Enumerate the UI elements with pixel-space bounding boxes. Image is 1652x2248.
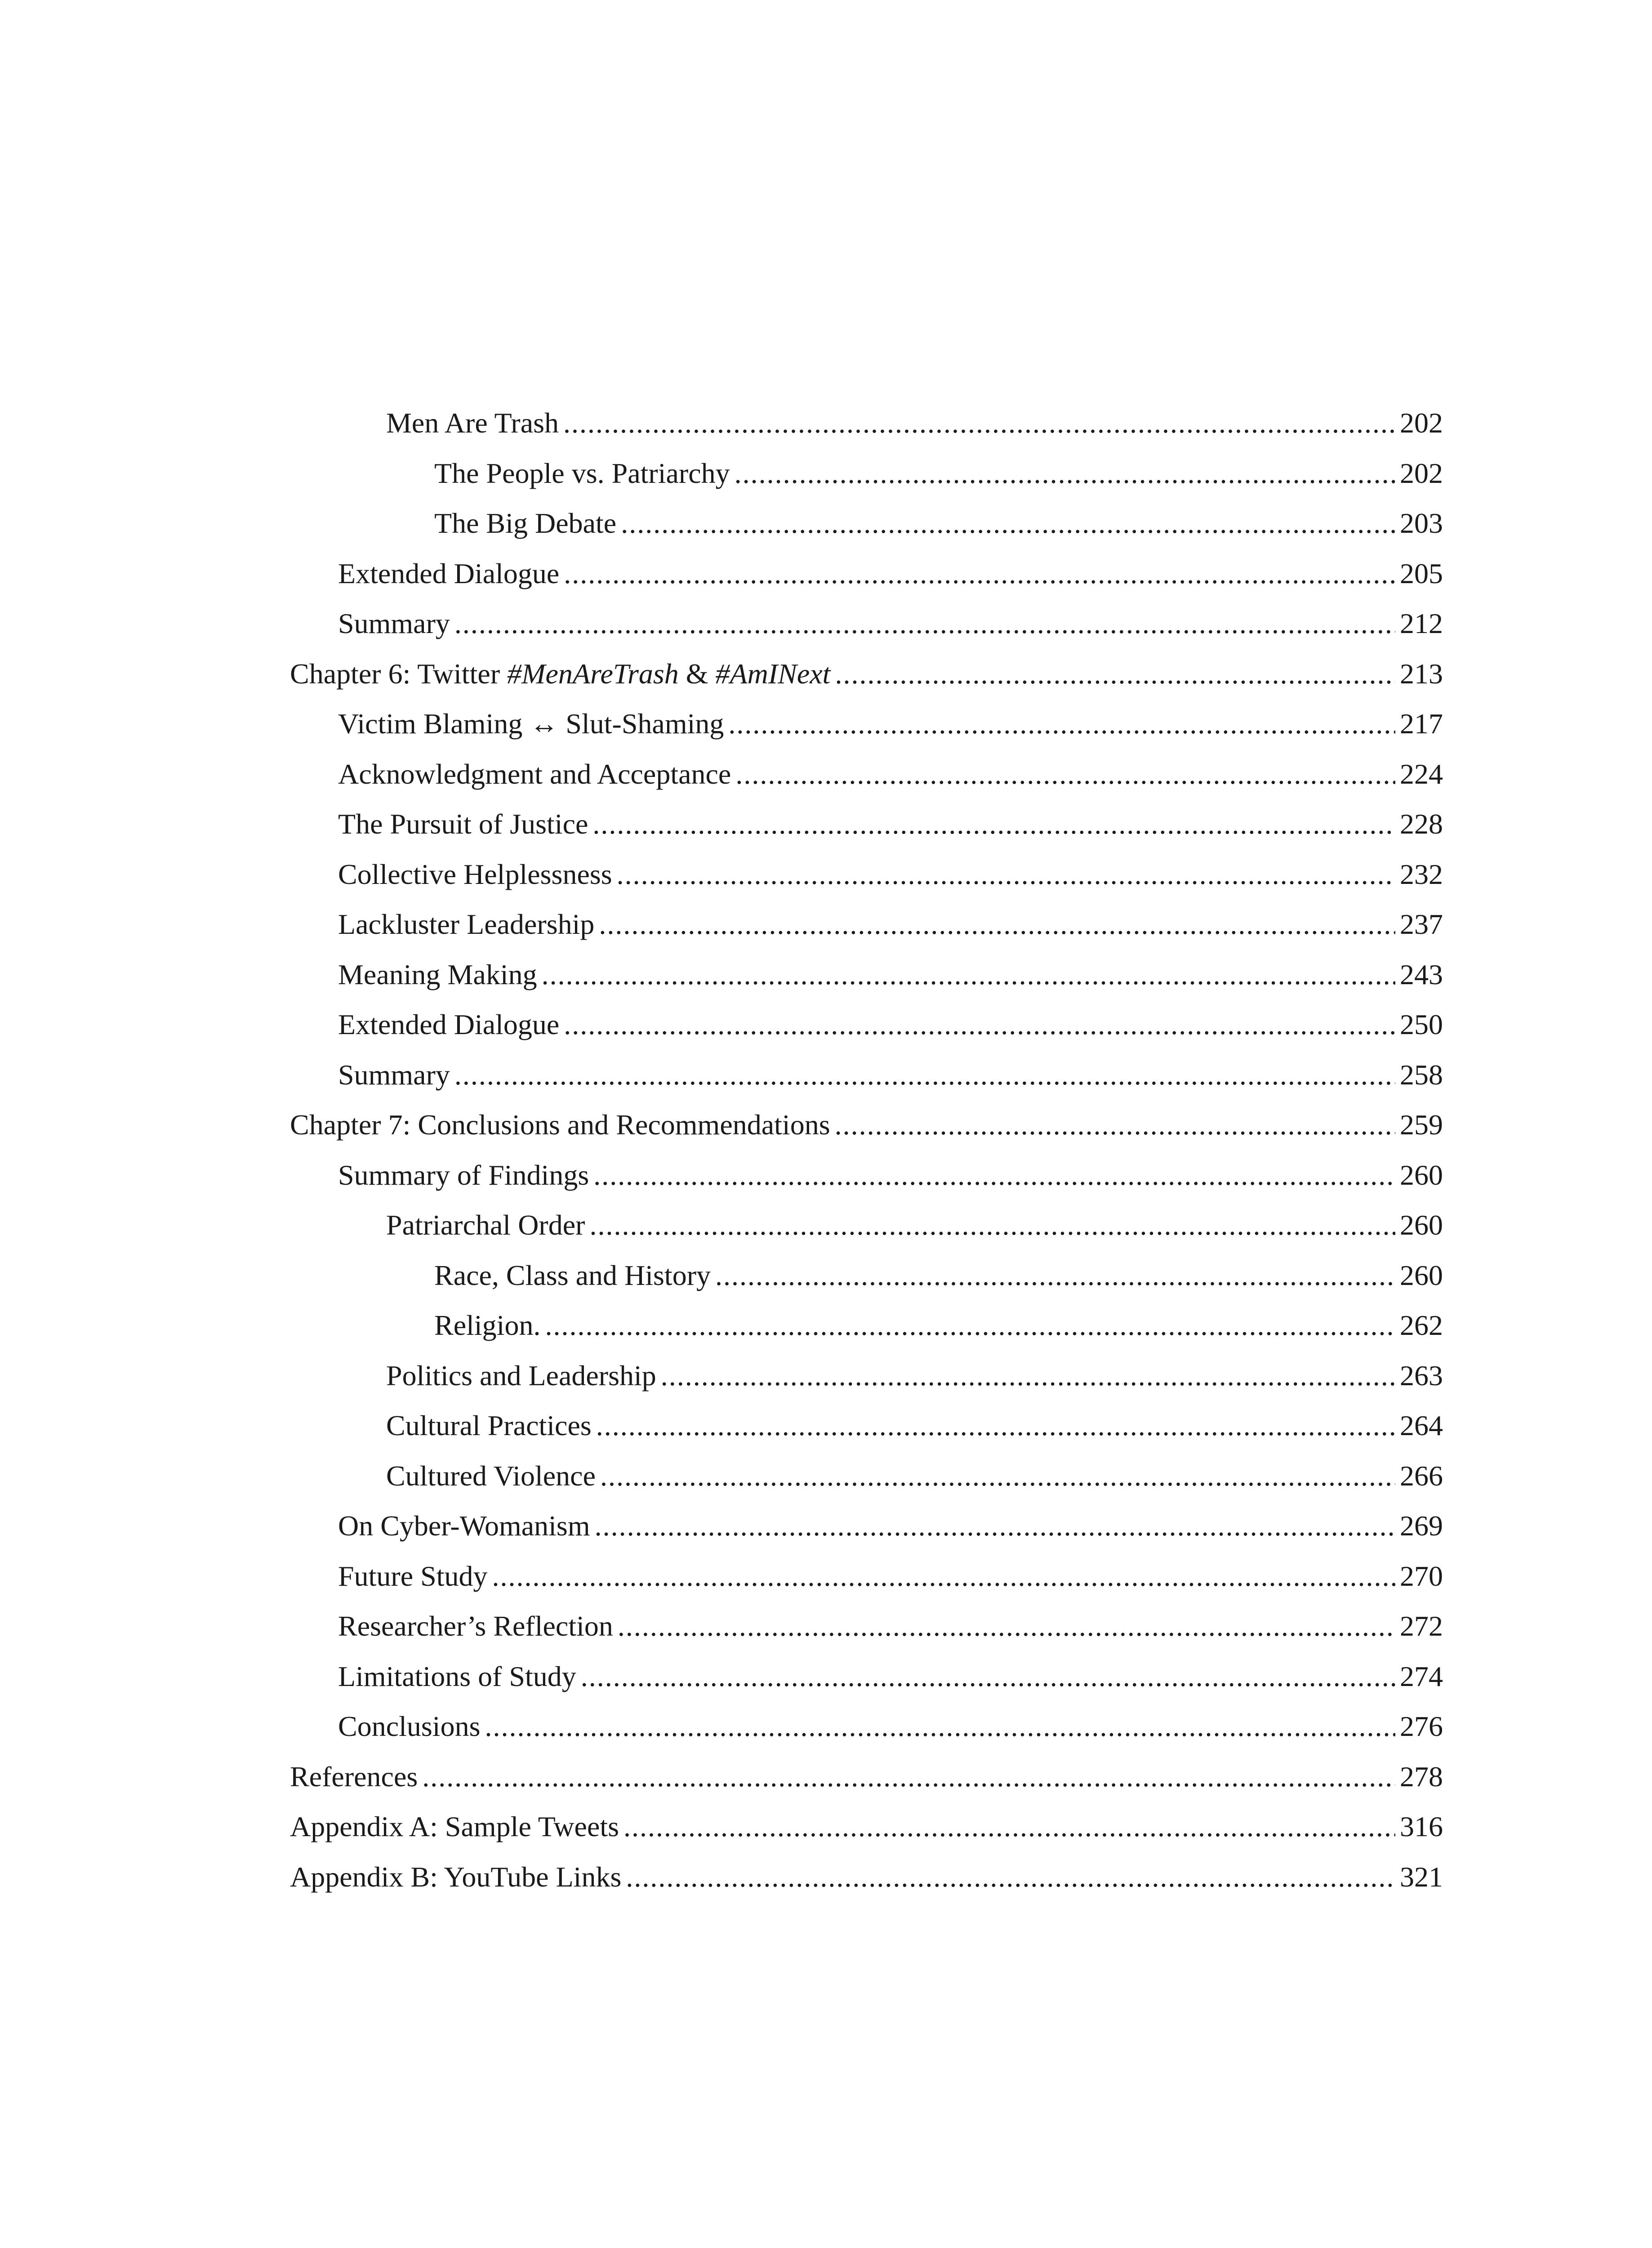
toc-page-number: 228	[1400, 808, 1443, 840]
dot-leader	[563, 398, 1395, 448]
toc-entry	[290, 1150, 1443, 1200]
dot-leader	[661, 1351, 1395, 1401]
dot-leader	[728, 699, 1395, 749]
toc-entry	[290, 849, 1443, 900]
toc-entry	[290, 1351, 1443, 1401]
toc-page-number: 264	[1400, 1409, 1443, 1441]
toc-page-number: 276	[1400, 1710, 1443, 1742]
toc-entry	[290, 1100, 1443, 1150]
toc-entry-title: Appendix B: YouTube Links	[290, 1860, 622, 1893]
toc-entry	[290, 1752, 1443, 1802]
toc-entry-title: Extended Dialogue	[338, 557, 560, 589]
dot-leader	[542, 950, 1395, 1000]
toc-entry-title: Politics and Leadership	[386, 1359, 656, 1392]
dot-leader	[492, 1551, 1395, 1601]
toc-page-number: 212	[1400, 607, 1443, 639]
toc-page-number: 237	[1400, 908, 1443, 940]
toc-entry	[290, 1300, 1443, 1351]
toc-page-number: 243	[1400, 958, 1443, 990]
dot-leader	[623, 1802, 1395, 1852]
toc-entry-title	[290, 649, 835, 699]
toc-entry-title: Cultured Violence	[386, 1459, 596, 1492]
dot-leader	[835, 1100, 1395, 1150]
toc-entry	[290, 1701, 1443, 1752]
toc-page-number: 258	[1400, 1058, 1443, 1091]
toc-entry-title: Meaning Making	[338, 958, 537, 990]
toc-entry	[290, 1852, 1443, 1902]
toc-entry-title: Lackluster Leadership	[338, 908, 595, 940]
toc-entry	[290, 950, 1443, 1000]
dot-leader	[581, 1651, 1395, 1702]
toc-entry	[290, 549, 1443, 599]
toc-entry	[290, 1250, 1443, 1301]
toc-entry-title: Researcher’s Reflection	[338, 1610, 613, 1642]
dot-leader	[454, 1050, 1395, 1100]
dot-leader	[545, 1300, 1395, 1351]
dot-leader	[735, 448, 1395, 499]
toc-entry-title: Limitations of Study	[338, 1660, 576, 1692]
toc-page-number: 262	[1400, 1309, 1443, 1341]
toc-page-number: 260	[1400, 1259, 1443, 1291]
toc-entry-title: Race, Class and History	[434, 1259, 711, 1291]
toc-entry-title: The Big Debate	[434, 507, 617, 539]
dot-leader	[618, 1601, 1395, 1651]
toc-entry	[290, 1050, 1443, 1100]
toc-page-number: 224	[1400, 758, 1443, 790]
dot-leader	[617, 849, 1395, 900]
toc-page-number: 232	[1400, 858, 1443, 890]
toc-entry-title: The Pursuit of Justice	[338, 808, 588, 840]
toc-page-number: 202	[1400, 407, 1443, 439]
toc-entry-title: References	[290, 1760, 418, 1793]
dot-leader	[485, 1701, 1395, 1752]
toc-entry	[290, 598, 1443, 649]
dot-leader	[454, 598, 1395, 649]
toc-entry	[290, 1401, 1443, 1451]
dot-leader	[422, 1752, 1395, 1802]
toc-title-italic-part: #MenAreTrash	[507, 657, 679, 690]
dot-leader	[589, 1200, 1395, 1250]
toc-entry-title: The People vs. Patriarchy	[434, 457, 730, 489]
dot-leader	[715, 1250, 1395, 1301]
dot-leader	[835, 649, 1395, 699]
toc-entry	[290, 749, 1443, 799]
table-of-contents	[290, 398, 1443, 1902]
dot-leader	[592, 799, 1395, 849]
dot-leader	[735, 749, 1395, 799]
toc-entry	[290, 899, 1443, 950]
toc-entry-title: Conclusions	[338, 1710, 481, 1742]
toc-entry	[290, 398, 1443, 448]
toc-page-number: 260	[1400, 1209, 1443, 1241]
toc-page-number: 259	[1400, 1109, 1443, 1141]
toc-title-italic-part: #AmINext	[715, 657, 831, 690]
toc-entry-title: Patriarchal Order	[386, 1209, 585, 1241]
toc-page-number: 202	[1400, 457, 1443, 489]
toc-page-number: 278	[1400, 1760, 1443, 1793]
toc-page-number: 250	[1400, 1008, 1443, 1040]
toc-entry	[290, 1501, 1443, 1551]
toc-entry	[290, 1651, 1443, 1702]
toc-entry	[290, 448, 1443, 499]
toc-page-number: 205	[1400, 557, 1443, 589]
toc-entry-title: Victim Blaming ↔ Slut-Shaming	[338, 708, 724, 740]
toc-entry-title: Extended Dialogue	[338, 1008, 560, 1040]
toc-entry-title: Religion.	[434, 1309, 541, 1341]
toc-entry-title: Chapter 7: Conclusions and Recommendations	[290, 1109, 830, 1141]
dot-leader	[599, 899, 1395, 950]
dot-leader	[564, 999, 1395, 1050]
toc-entry	[290, 1601, 1443, 1651]
toc-entry-title: On Cyber-Womanism	[338, 1510, 590, 1542]
toc-page-number: 213	[1400, 657, 1443, 690]
toc-page-number: 217	[1400, 708, 1443, 740]
toc-page-number: 274	[1400, 1660, 1443, 1692]
toc-entry	[290, 799, 1443, 849]
toc-page-number: 321	[1400, 1860, 1443, 1893]
toc-entry	[290, 498, 1443, 549]
dot-leader	[593, 1150, 1395, 1200]
toc-entry	[290, 649, 1443, 699]
toc-entry-title: Summary	[338, 607, 450, 639]
toc-entry-title: Acknowledgment and Acceptance	[338, 758, 731, 790]
toc-entry	[290, 999, 1443, 1050]
toc-page-number: 266	[1400, 1459, 1443, 1492]
dot-leader	[621, 498, 1395, 549]
toc-entry-title: Cultural Practices	[386, 1409, 592, 1441]
dot-leader	[600, 1451, 1395, 1501]
dot-leader	[626, 1852, 1395, 1902]
toc-entry-title: Collective Helplessness	[338, 858, 612, 890]
toc-entry-title: Men Are Trash	[386, 407, 559, 439]
toc-page-number: 270	[1400, 1560, 1443, 1592]
toc-entry	[290, 699, 1443, 749]
toc-title-part: &	[678, 657, 716, 690]
dot-leader	[596, 1401, 1395, 1451]
toc-entry	[290, 1451, 1443, 1501]
dot-leader	[595, 1501, 1395, 1551]
toc-entry	[290, 1200, 1443, 1250]
toc-entry	[290, 1802, 1443, 1852]
toc-page-number: 263	[1400, 1359, 1443, 1392]
toc-page-number: 203	[1400, 507, 1443, 539]
toc-page-number: 269	[1400, 1510, 1443, 1542]
toc-entry	[290, 1551, 1443, 1601]
toc-page-number: 260	[1400, 1159, 1443, 1191]
toc-entry-title: Summary of Findings	[338, 1159, 589, 1191]
toc-entry-title: Appendix A: Sample Tweets	[290, 1811, 619, 1842]
toc-entry-title: Future Study	[338, 1560, 488, 1592]
toc-title-part: Chapter 6: Twitter	[290, 657, 508, 690]
toc-page-number: 316	[1400, 1811, 1443, 1842]
dot-leader	[564, 549, 1395, 599]
toc-page-number: 272	[1400, 1610, 1443, 1642]
toc-entry-title: Summary	[338, 1058, 450, 1091]
